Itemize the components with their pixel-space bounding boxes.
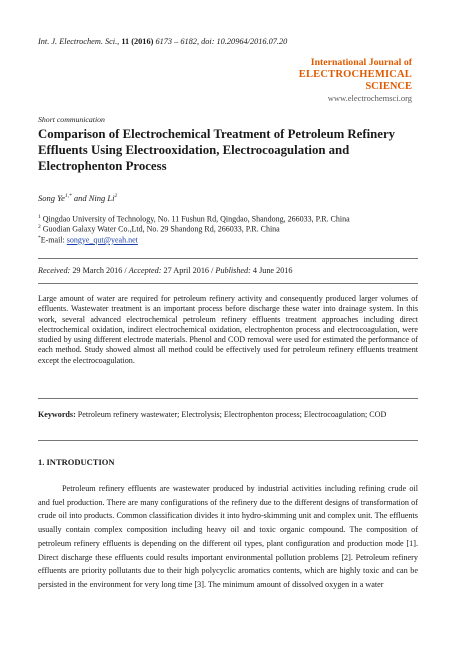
article-dates — [38, 266, 293, 275]
corresponding-email — [38, 233, 138, 246]
citation-volume: 11 — [121, 37, 130, 46]
date-separator: / — [209, 266, 216, 275]
journal-url-link[interactable]: www.electrochemsci.org — [327, 93, 412, 103]
author-separator: and — [71, 193, 89, 203]
introduction-paragraph: Petroleum refinery effluents are wastewater produced by industrial activities including refining crude oil and fuel production. There are many configurations of the refinery due to the different designs of transformation of crude oil into products. Common classification divides it into hydro-skimming unit and complex unit. The effluents usually contain complex composition including heavy oil and toxic organic compound. The composition of petroleum refinery effluents is depending on the different oil types, plant configuration and production mode [1]. Direct discharge these effluents could results important environmental pollution problems [2]. Petroleum refinery effluents are priority pollutants due to their high polycyclic aromatics contents, which are highly toxic and can be persisted in the environment for very long time [3]. The minimum amount of dissolved oxygen in a water — [38, 484, 418, 589]
citation-header — [38, 37, 287, 46]
journal-logo-block — [299, 57, 412, 104]
received-label: Received: — [38, 266, 71, 275]
divider-abstract-top — [38, 283, 418, 284]
accepted-date: 27 April 2016 — [161, 266, 210, 275]
keywords-text: Petroleum refinery wastewater; Electrolysis; Electrophenton process; Electrocoagulation; COD — [75, 410, 387, 419]
author-list — [38, 193, 117, 203]
accepted-label: Accepted: — [128, 266, 162, 275]
keywords-label: Keywords: — [38, 410, 76, 419]
author-affiliation-mark: 1,* — [64, 193, 72, 200]
date-separator: / — [122, 266, 129, 275]
section-heading-introduction: 1. INTRODUCTION — [38, 457, 115, 467]
published-date: 4 June 2016 — [250, 266, 293, 275]
citation-journal: Int. J. Electrochem. Sci., — [38, 37, 120, 46]
abstract-text: Large amount of water are required for petroleum refinery activity and consequently produced larger volumes of effluents. Wastewater treatment is an important process before discharge these water into drainage system. In this work, several advanced electrochemical petroleum refinery effluents treatment approaches including direct electrochemical oxidation, indirect electrochemical oxidation, electrophenton process and electrocoagulation, were studied by using different electrode materials. Phenol and COD removal were used for estimated the performance of each method. Study showed almost all method could be effectively used for petroleum refinery effluents treatment except the electrocoagulation. — [38, 294, 418, 365]
author-name: Ning Li — [88, 193, 115, 203]
affiliation-text: Qingdao University of Technology, No. 11 Fushun Rd, Qingdao, Shandong, 266033, P.R. China — [40, 214, 350, 224]
article-type-label: Short communication — [38, 115, 105, 124]
affiliation-text: Guodian Galaxy Water Co.,Ltd, No. 29 Shandong Rd, 266033, P.R. China — [40, 224, 280, 234]
journal-name-line3: SCIENCE — [365, 81, 412, 92]
journal-name-line2: ELECTROCHEMICAL — [298, 69, 412, 80]
keywords — [38, 410, 418, 420]
author-name: Song Ye — [38, 193, 65, 203]
citation-year: (2016) — [131, 37, 154, 46]
affiliation-mark: 1 — [38, 214, 41, 220]
journal-name-line1: International Journal of — [310, 57, 412, 68]
email-label: E-mail: — [40, 235, 67, 245]
published-label: Published: — [215, 266, 251, 275]
citation-pages-doi: 6173 – 6182, doi: 10.20964/2016.07.20 — [155, 37, 288, 46]
author-affiliation-mark: 2 — [114, 193, 118, 200]
affiliation-mark: 2 — [38, 224, 41, 230]
article-title: Comparison of Electrochemical Treatment of Petroleum Refinery Effluents Using Electrooxidation, Electrocoagulation and Electrophenton Process — [38, 127, 396, 173]
divider-top — [38, 258, 418, 259]
divider-keywords-bottom — [38, 440, 418, 441]
received-date: 29 March 2016 — [70, 266, 123, 275]
email-link[interactable]: songye_qut@yeah.net — [66, 235, 138, 245]
divider-abstract-bottom — [38, 398, 418, 399]
corresponding-mark: * — [38, 235, 41, 241]
